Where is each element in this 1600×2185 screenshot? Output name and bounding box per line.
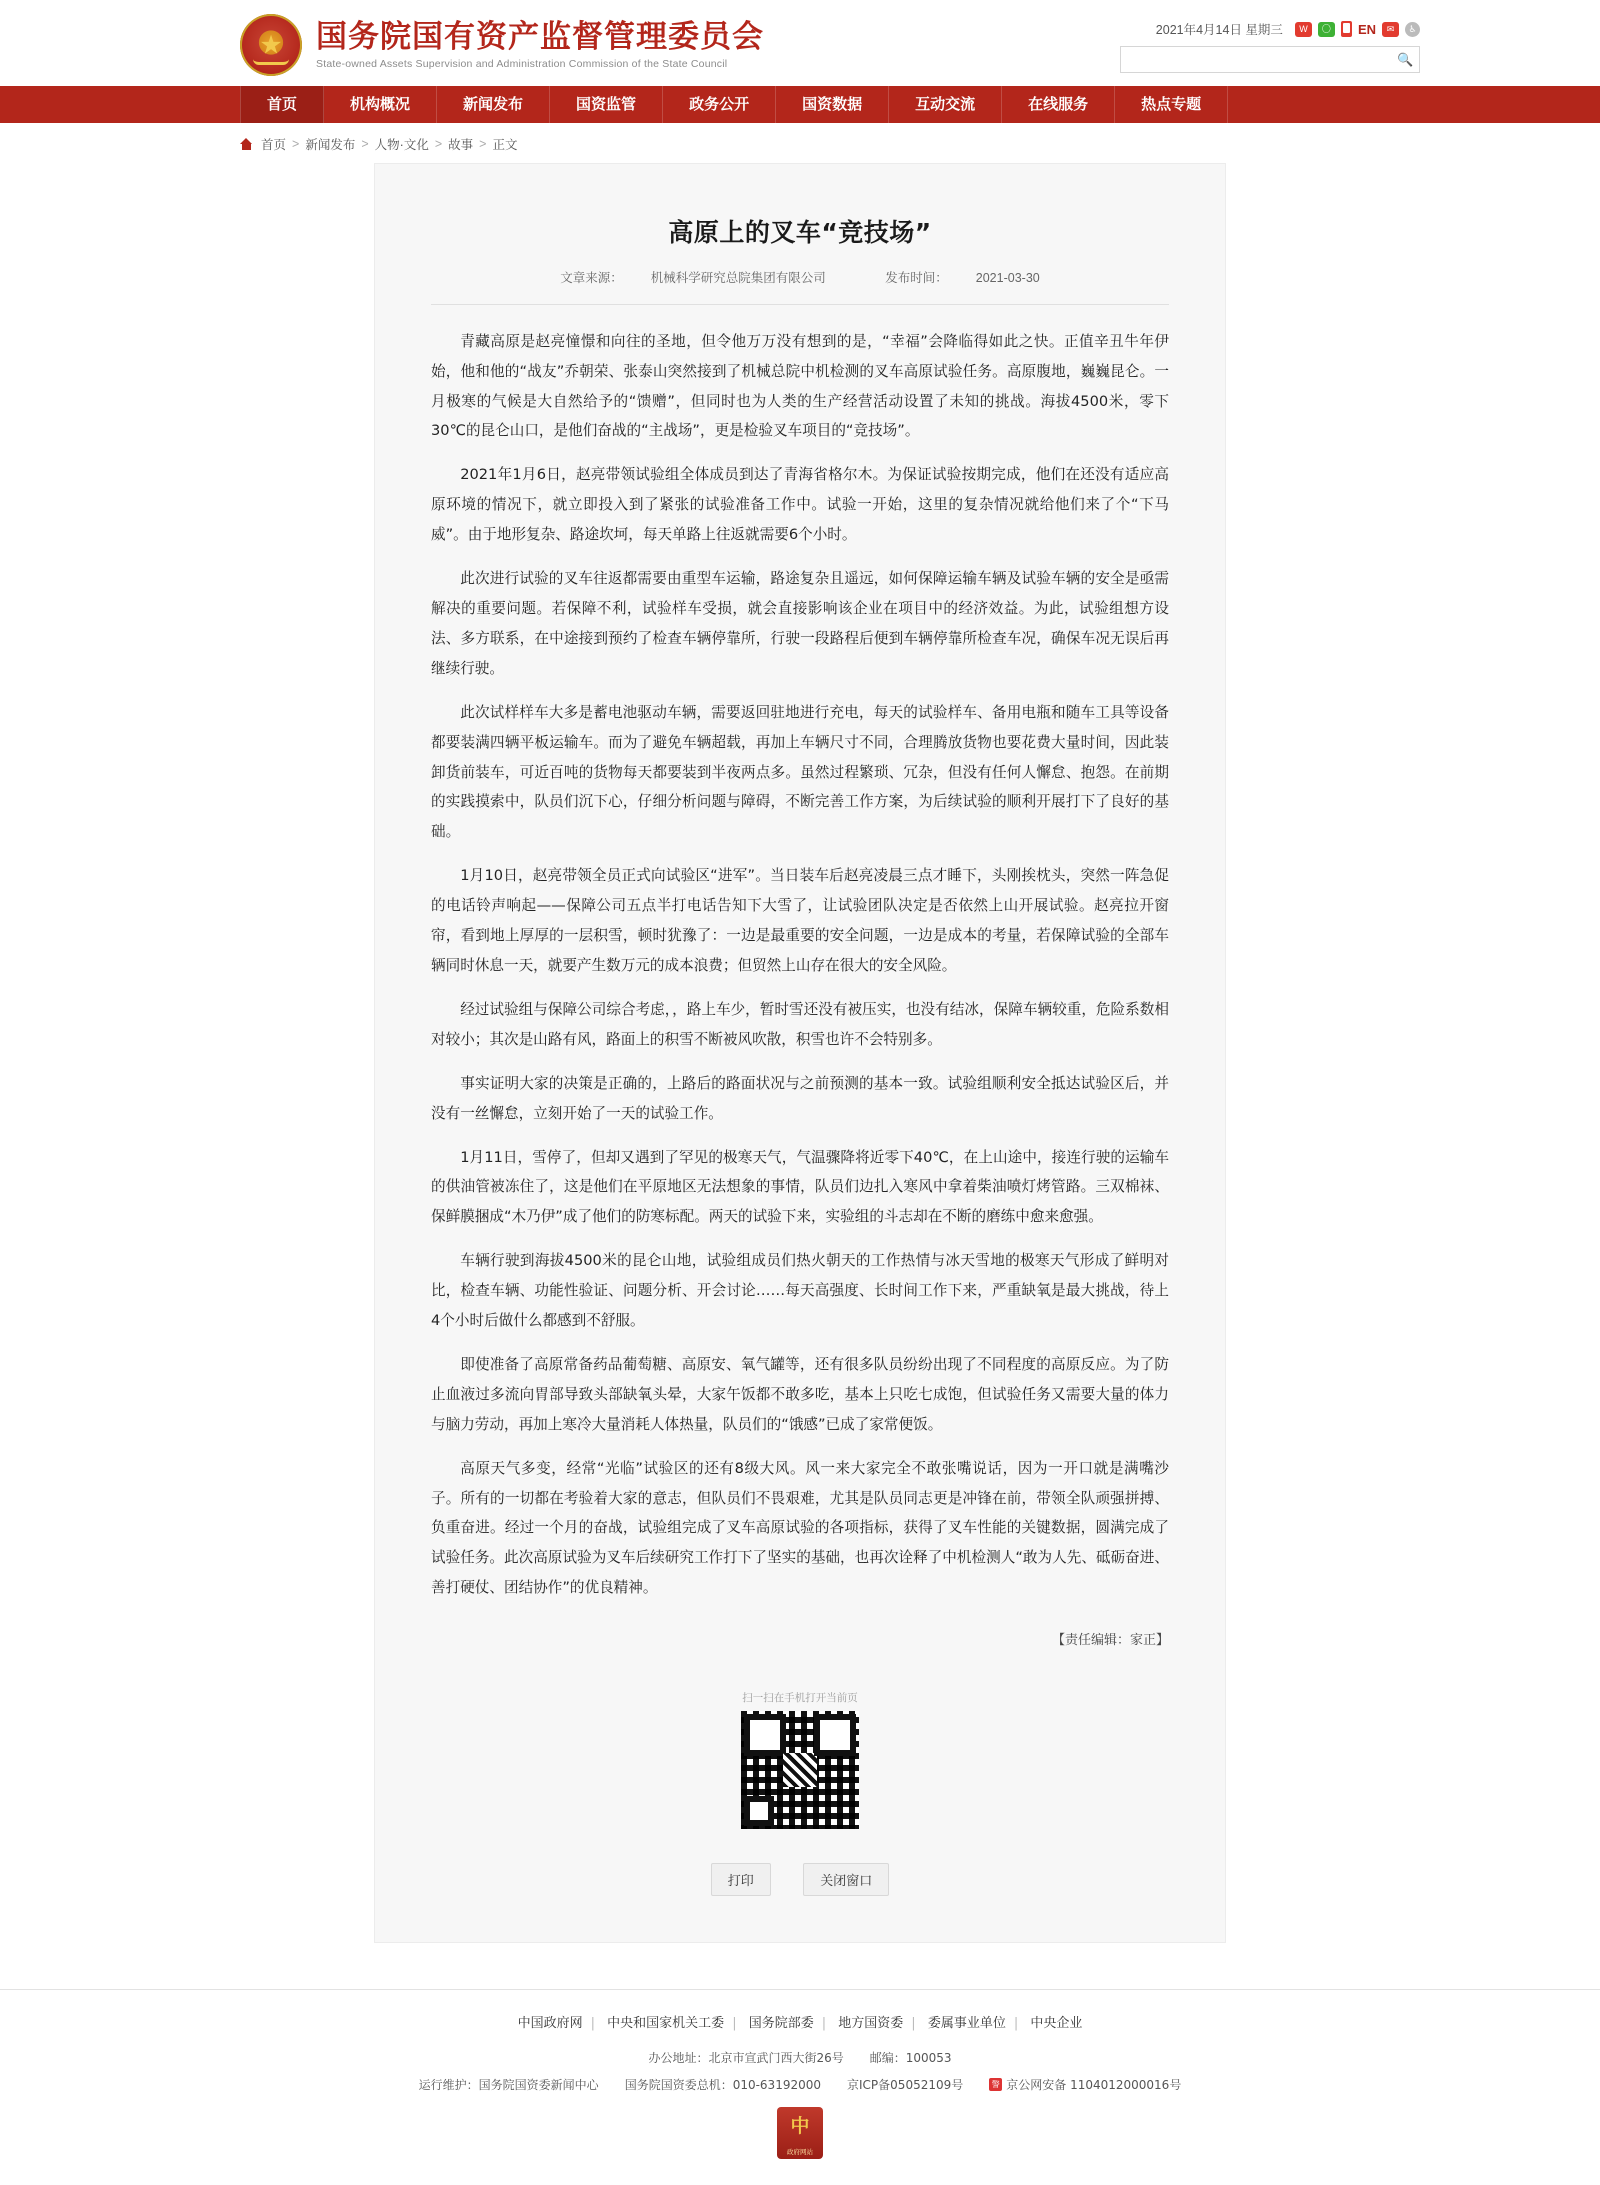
qr-center-pattern xyxy=(783,1753,817,1787)
qr-eye-bottom-left xyxy=(744,1796,774,1826)
seal-sub-text: 政府网站 xyxy=(787,2148,813,2156)
search-input[interactable] xyxy=(1121,47,1391,72)
home-icon[interactable] xyxy=(240,138,253,150)
article-paragraph: 1月11日，雪停了，但却又遇到了罕见的极寒天气，气温骤降将近零下40℃，在上山途中，接连行驶的运输车的供油管被冻住了，这是他们在平原地区无法想象的事情，队员们边扎入寒风中拿着柴油喷灯烤管路。三双棉袜、保鲜膜捆成“木乃伊”成了他们的防寒标配。两天的试验下来，实验组的斗志却在不断的磨练中愈来愈强。 xyxy=(431,1148,1169,1226)
nav-item-news[interactable]: 新闻发布 xyxy=(437,86,550,123)
article-publish-time: 发布时间： 2021-03-30 xyxy=(885,270,1040,285)
article-paragraph: 此次试样样车大多是蓄电池驱动车辆，需要返回驻地进行充电，每天的试验样车、备用电瓶和随车工具等设备都要装满四辆平板运输车。而为了避免车辆超载，再加上车辆尺寸不同，合理腾放货物也要花费大量时间，因此装卸货前装车，可近百吨的货物每天都要装到半夜两点多。虽然过程繁琐、冗杂，但没有任何人懈怠、抱怨。在前期的实践摸索中，队员们沉下心，仔细分析问题与障碍，不断完善工作方案，为后续试验的顺利开展打下了良好的基础。 xyxy=(431,703,1169,841)
police-badge-icon xyxy=(989,2078,1002,2091)
qr-tip-text: 扫一扫在手机打开当前页 xyxy=(742,1692,858,1705)
police-record[interactable]: 京公网安备 1104012000016号 xyxy=(1006,2078,1182,2093)
header-utility-bar xyxy=(1120,20,1420,38)
footer-links: 中国政府网 | 中央和国家机关工委 | 国务院部委 | 地方国资委 | 委属事业单位 | 中央企业 xyxy=(517,2016,1083,2032)
wechat-icon[interactable] xyxy=(1318,22,1335,37)
maintainer-value: 国务院国资委新闻中心 xyxy=(478,2078,599,2093)
gov-website-seal-icon[interactable] xyxy=(777,2107,823,2159)
qr-code-image xyxy=(741,1711,859,1829)
switchboard: 国务院国资委总机：010-63192000 xyxy=(624,2078,822,2093)
breadcrumb-item-news[interactable]: 新闻发布 xyxy=(305,138,356,152)
language-icon[interactable]: EN xyxy=(1357,21,1376,37)
main-nav xyxy=(0,86,1600,123)
meta-divider xyxy=(431,304,1169,305)
article-paragraph: 即使准备了高原常备药品葡萄糖、高原安、氧气罐等，还有很多队员纷纷出现了不同程度的高原反应。为了防止血液过多流向胃部导致头部缺氧头晕，大家午饭都不敢多吃，基本上只吃七成饱，但试验任务又需要大量的体力与脑力劳动，再加上寒冷大量消耗人体热量，队员们的“饿感”已成了家常便饭。 xyxy=(431,1355,1169,1433)
site-header xyxy=(0,0,1600,86)
breadcrumb-item-current: 正文 xyxy=(492,138,518,152)
footer-link-local-sasac[interactable]: 地方国资委 xyxy=(838,2016,904,2032)
nav-item-openness[interactable]: 政务公开 xyxy=(663,86,776,123)
nav-item-data[interactable]: 国资数据 xyxy=(776,86,889,123)
article-paragraph: 经过试验组与保障公司综合考虑，，路上车少，暂时雪还没有被压实，也没有结冰，保障车辆较重，危险系数相对较小；其次是山路有风，路面上的积雪不断被风吹散，积雪也许不会特别多。 xyxy=(431,1000,1169,1048)
accessibility-icon[interactable] xyxy=(1405,22,1420,37)
article-paragraph: 事实证明大家的决策是正确的，上路后的路面状况与之前预测的基本一致。试验组顺利安全抵达试验区后，并没有一丝懈怠，立刻开始了一天的试验工作。 xyxy=(431,1074,1169,1122)
article-paragraph: 车辆行驶到海拔4500米的昆仑山地，试验组成员们热火朝天的工作热情与冰天雪地的极寒天气形成了鲜明对比，检查车辆、功能性验证、问题分析、开会讨论……每天高强度、长时间工作下来，严重缺氧是最大挑战，待上4个小时后做什么都感到不舒服。 xyxy=(431,1252,1169,1330)
article-paragraph: 2021年1月6日，赵亮带领试验组全体成员到达了青海省格尔木。为保证试验按期完成，他们在还没有适应高原环境的情况下，就立即投入到了紧张的试验准备工作中。试验一开始，这里的复杂情况就给他们来了个“下马威”。由于地形复杂、路途坎坷，每天单路上往返就需要6个小时。 xyxy=(431,466,1169,544)
nav-item-services[interactable]: 在线服务 xyxy=(1002,86,1115,123)
footer-link-central-workcommittee[interactable]: 中央和国家机关工委 xyxy=(607,2016,725,2032)
postcode-label: 邮编： xyxy=(869,2051,906,2066)
search-box[interactable] xyxy=(1120,46,1420,73)
footer-maintainer-line xyxy=(0,2076,1600,2093)
breadcrumb-separator: > xyxy=(479,137,487,151)
article-paragraph: 青藏高原是赵亮憧憬和向往的圣地，但令他万万没有想到的是，“幸福”会降临得如此之快。正值辛丑牛年伊始，他和他的“战友”乔朝荣、张泰山突然接到了机械总院中机检测的叉车高原试验任务。高原腹地，巍巍昆仑。一月极寒的气候是大自然给予的“馈赠”，但同时也为人类的生产经营活动设置了未知的挑战。海拔4500米，零下30℃的昆仑山口，是他们奋战的“主战场”，更是检验叉车项目的“竞技场”。 xyxy=(431,332,1169,440)
footer-link-gov[interactable]: 中国政府网 xyxy=(517,2016,583,2032)
site-title-cn: 国务院国有资产监督管理委员会 xyxy=(316,18,764,55)
breadcrumb-separator: > xyxy=(292,137,300,151)
nav-item-home[interactable]: 首页 xyxy=(240,86,324,123)
footer-link-central-enterprises[interactable]: 中央企业 xyxy=(1030,2016,1083,2032)
article-paragraph: 高原天气多变，经常“光临”试验区的还有8级大风。风一来大家完全不敢张嘴说话，因为一开口就是满嘴沙子。所有的一切都在考验着大家的意志，但队员们不畏艰难，尤其是队员同志更是冲锋在前，带领全队顽强拼搏、负重奋进。经过一个月的奋战，试验组完成了叉车高原试验的各项指标，获得了叉车性能的关键数据，圆满完成了试验任务。此次高原试验为叉车后续研究工作打下了坚实的基础，也再次诠释了中机检测人“敢为人先、砥砺奋进、善打硬仗、团结协作”的优良精神。 xyxy=(431,1459,1169,1597)
article-container xyxy=(374,163,1226,1943)
breadcrumb-separator: > xyxy=(434,137,443,151)
site-footer xyxy=(0,1989,1600,2185)
page-title: 高原上的叉车“竞技场” xyxy=(668,217,932,247)
qr-block xyxy=(431,1690,1169,1829)
responsible-editor: 【责任编辑：家正】 xyxy=(1051,1632,1169,1648)
address-label: 办公地址： xyxy=(648,2051,709,2066)
article-meta xyxy=(431,268,1169,304)
maintainer-label: 运行维护： xyxy=(418,2078,479,2093)
article-body xyxy=(431,327,1169,1603)
current-date: 2021年4月14日 星期三 xyxy=(1155,23,1283,37)
national-emblem-icon xyxy=(240,14,302,76)
postcode-value: 100053 xyxy=(905,2051,952,2066)
article-source: 文章来源： 机械科学研究总院集团有限公司 xyxy=(560,270,826,285)
search-icon[interactable]: 🔍 xyxy=(1391,47,1419,72)
footer-link-ministries[interactable]: 国务院部委 xyxy=(748,2016,814,2032)
breadcrumb-separator: > xyxy=(361,137,369,151)
mobile-icon[interactable] xyxy=(1341,21,1352,37)
mail-icon[interactable] xyxy=(1382,22,1399,37)
address-value: 北京市宣武门西大街26号 xyxy=(708,2051,844,2066)
site-title-en: State-owned Assets Supervision and Administration Commission of the State Council xyxy=(316,58,728,71)
site-logo[interactable] xyxy=(240,14,764,76)
nav-item-supervision[interactable]: 国资监管 xyxy=(550,86,663,123)
nav-item-about[interactable]: 机构概况 xyxy=(324,86,437,123)
article-action-buttons xyxy=(431,1863,1169,1942)
article-paragraph: 此次进行试验的叉车往返都需要由重型车运输，路途复杂且遥远，如何保障运输车辆及试验车辆的安全是亟需解决的重要问题。若保障不利，试验样车受损，就会直接影响该企业在项目中的经济效益。为此，试验组想方设法、多方联系，在中途接到预约了检查车辆停靠所，行驶一段路程后便到车辆停靠所检查车况，确保车况无误后再继续行驶。 xyxy=(431,570,1169,677)
breadcrumb-item-people-culture[interactable]: 人物·文化 xyxy=(374,138,429,152)
nav-item-interaction[interactable]: 互动交流 xyxy=(889,86,1002,123)
nav-item-topics[interactable]: 热点专题 xyxy=(1115,86,1228,123)
seal-main-text: 中 xyxy=(790,2116,810,2138)
icp-number[interactable]: 京ICP备05052109号 xyxy=(847,2078,964,2093)
article-paragraph: 1月10日，赵亮带领全员正式向试验区“进军”。当日装车后赵亮凌晨三点才睡下，头刚挨枕头，突然一阵急促的电话铃声响起——保障公司五点半打电话告知下大雪了，让试验团队决定是否依然上山开展试验。赵亮拉开窗帘，看到地上厚厚的一层积雪，顿时犹豫了：一边是最重要的安全问题，一边是成本的考量，若保障试验的全部车辆同时休息一天，就要产生数万元的成本浪费；但贸然上山存在很大的安全风险。 xyxy=(431,867,1169,974)
print-button[interactable]: 打印 xyxy=(711,1863,771,1896)
weibo-icon[interactable] xyxy=(1295,22,1312,37)
close-window-button[interactable]: 关闭窗口 xyxy=(803,1863,889,1896)
footer-address-line xyxy=(0,2049,1600,2066)
footer-link-affiliated-units[interactable]: 委属事业单位 xyxy=(927,2016,1006,2032)
breadcrumb-item-stories[interactable]: 故事 xyxy=(448,138,474,152)
breadcrumb xyxy=(180,123,1420,163)
breadcrumb-item-home[interactable]: 首页 xyxy=(261,138,287,152)
